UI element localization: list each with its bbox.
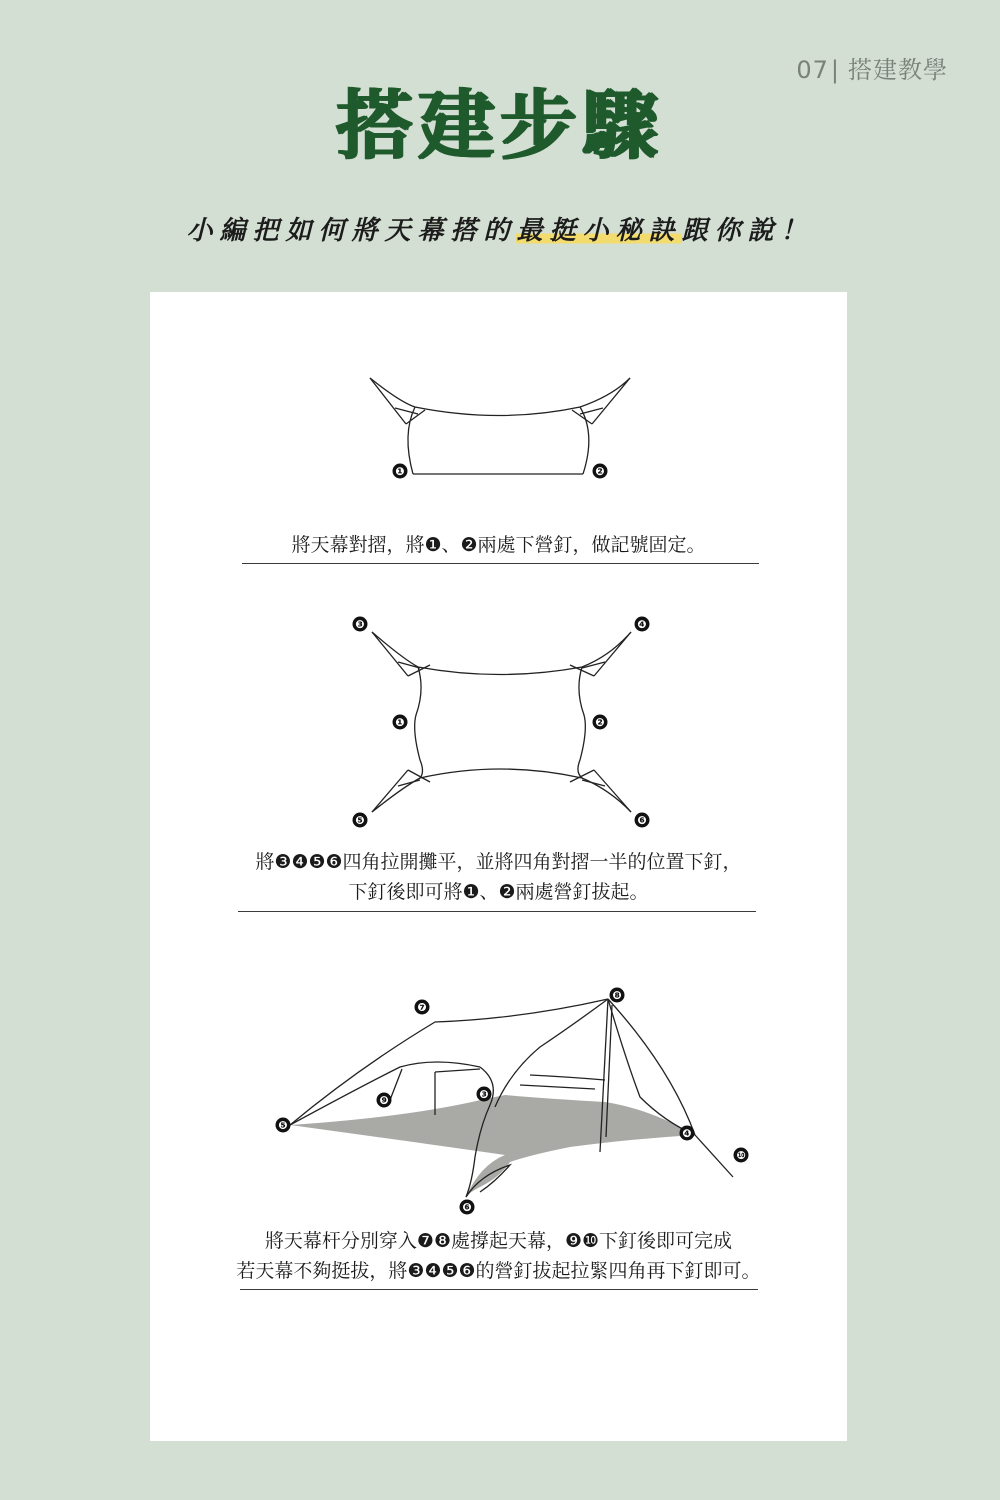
marker-1 — [393, 715, 408, 730]
step3-line2: 若天幕不夠挺拔，將❸❹❺❻的營釘拔起拉緊四角再下釘即可。 — [236, 1260, 761, 1282]
step3-diagram — [150, 987, 847, 1227]
svg-text:❻: ❻ — [637, 814, 647, 827]
instruction-card — [150, 292, 847, 1441]
subtitle — [0, 210, 1000, 247]
svg-text:❾: ❾ — [379, 1094, 389, 1107]
step1-line1: 將天幕對摺，將❶、❷兩處下營釘，做記號固定。 — [291, 534, 706, 556]
marker-4 — [635, 617, 650, 632]
folded-tarp-outline — [370, 378, 630, 474]
svg-text:❶: ❶ — [395, 716, 405, 729]
svg-text:❺: ❺ — [278, 1119, 288, 1132]
step2-line2: 下釘後即可將❶、❷兩處營釘拔起。 — [348, 881, 649, 903]
svg-text:❿: ❿ — [736, 1149, 746, 1162]
step2-diagram — [150, 610, 847, 835]
subtitle-start: 小編把如何將天幕搭的 — [186, 216, 517, 246]
marker-6 — [460, 1200, 475, 1215]
marker-9 — [377, 1093, 392, 1108]
svg-text:❹: ❹ — [682, 1127, 692, 1140]
marker-3 — [477, 1087, 492, 1102]
svg-text:❺: ❺ — [355, 814, 365, 827]
step3-divider — [240, 1289, 758, 1290]
svg-text:❸: ❸ — [479, 1088, 489, 1101]
step1-diagram — [150, 362, 847, 482]
step1-caption — [150, 530, 847, 560]
svg-text:❼: ❼ — [417, 1001, 427, 1014]
marker-2 — [593, 715, 608, 730]
section-name: 搭建教學 — [848, 56, 948, 84]
step1-divider — [242, 563, 759, 564]
svg-text:❸: ❸ — [355, 618, 365, 631]
svg-text:❹: ❹ — [637, 618, 647, 631]
marker-7 — [415, 1000, 430, 1015]
svg-text:❻: ❻ — [462, 1201, 472, 1214]
step3-caption — [150, 1226, 847, 1286]
label-divider: | — [830, 56, 840, 84]
svg-text:❷: ❷ — [595, 716, 605, 729]
marker-4 — [680, 1126, 695, 1141]
marker-8 — [610, 988, 625, 1003]
marker-10 — [734, 1148, 749, 1163]
page-title: 搭建步驟 — [336, 81, 664, 170]
svg-text:❷: ❷ — [595, 465, 605, 478]
marker-2 — [593, 464, 608, 479]
svg-text:❽: ❽ — [612, 989, 622, 1002]
marker-6 — [635, 813, 650, 828]
marker-1 — [393, 464, 408, 479]
svg-text:❶: ❶ — [395, 465, 405, 478]
marker-5 — [276, 1118, 291, 1133]
page-number: 07 — [796, 56, 829, 84]
subtitle-highlight: 最挺小秘訣 — [516, 216, 682, 246]
step2-line1: 將❸❹❺❻四角拉開攤平，並將四角對摺一半的位置下釘， — [255, 851, 742, 873]
marker-5 — [353, 813, 368, 828]
subtitle-end: 跟你說！ — [681, 216, 814, 246]
unfolded-tarp-outline — [372, 632, 631, 812]
marker-3 — [353, 617, 368, 632]
step2-divider — [238, 911, 756, 912]
step2-caption — [150, 847, 847, 907]
step3-line1: 將天幕杆分別穿入❼❽處撐起天幕，❾❿下釘後即可完成 — [264, 1230, 733, 1252]
